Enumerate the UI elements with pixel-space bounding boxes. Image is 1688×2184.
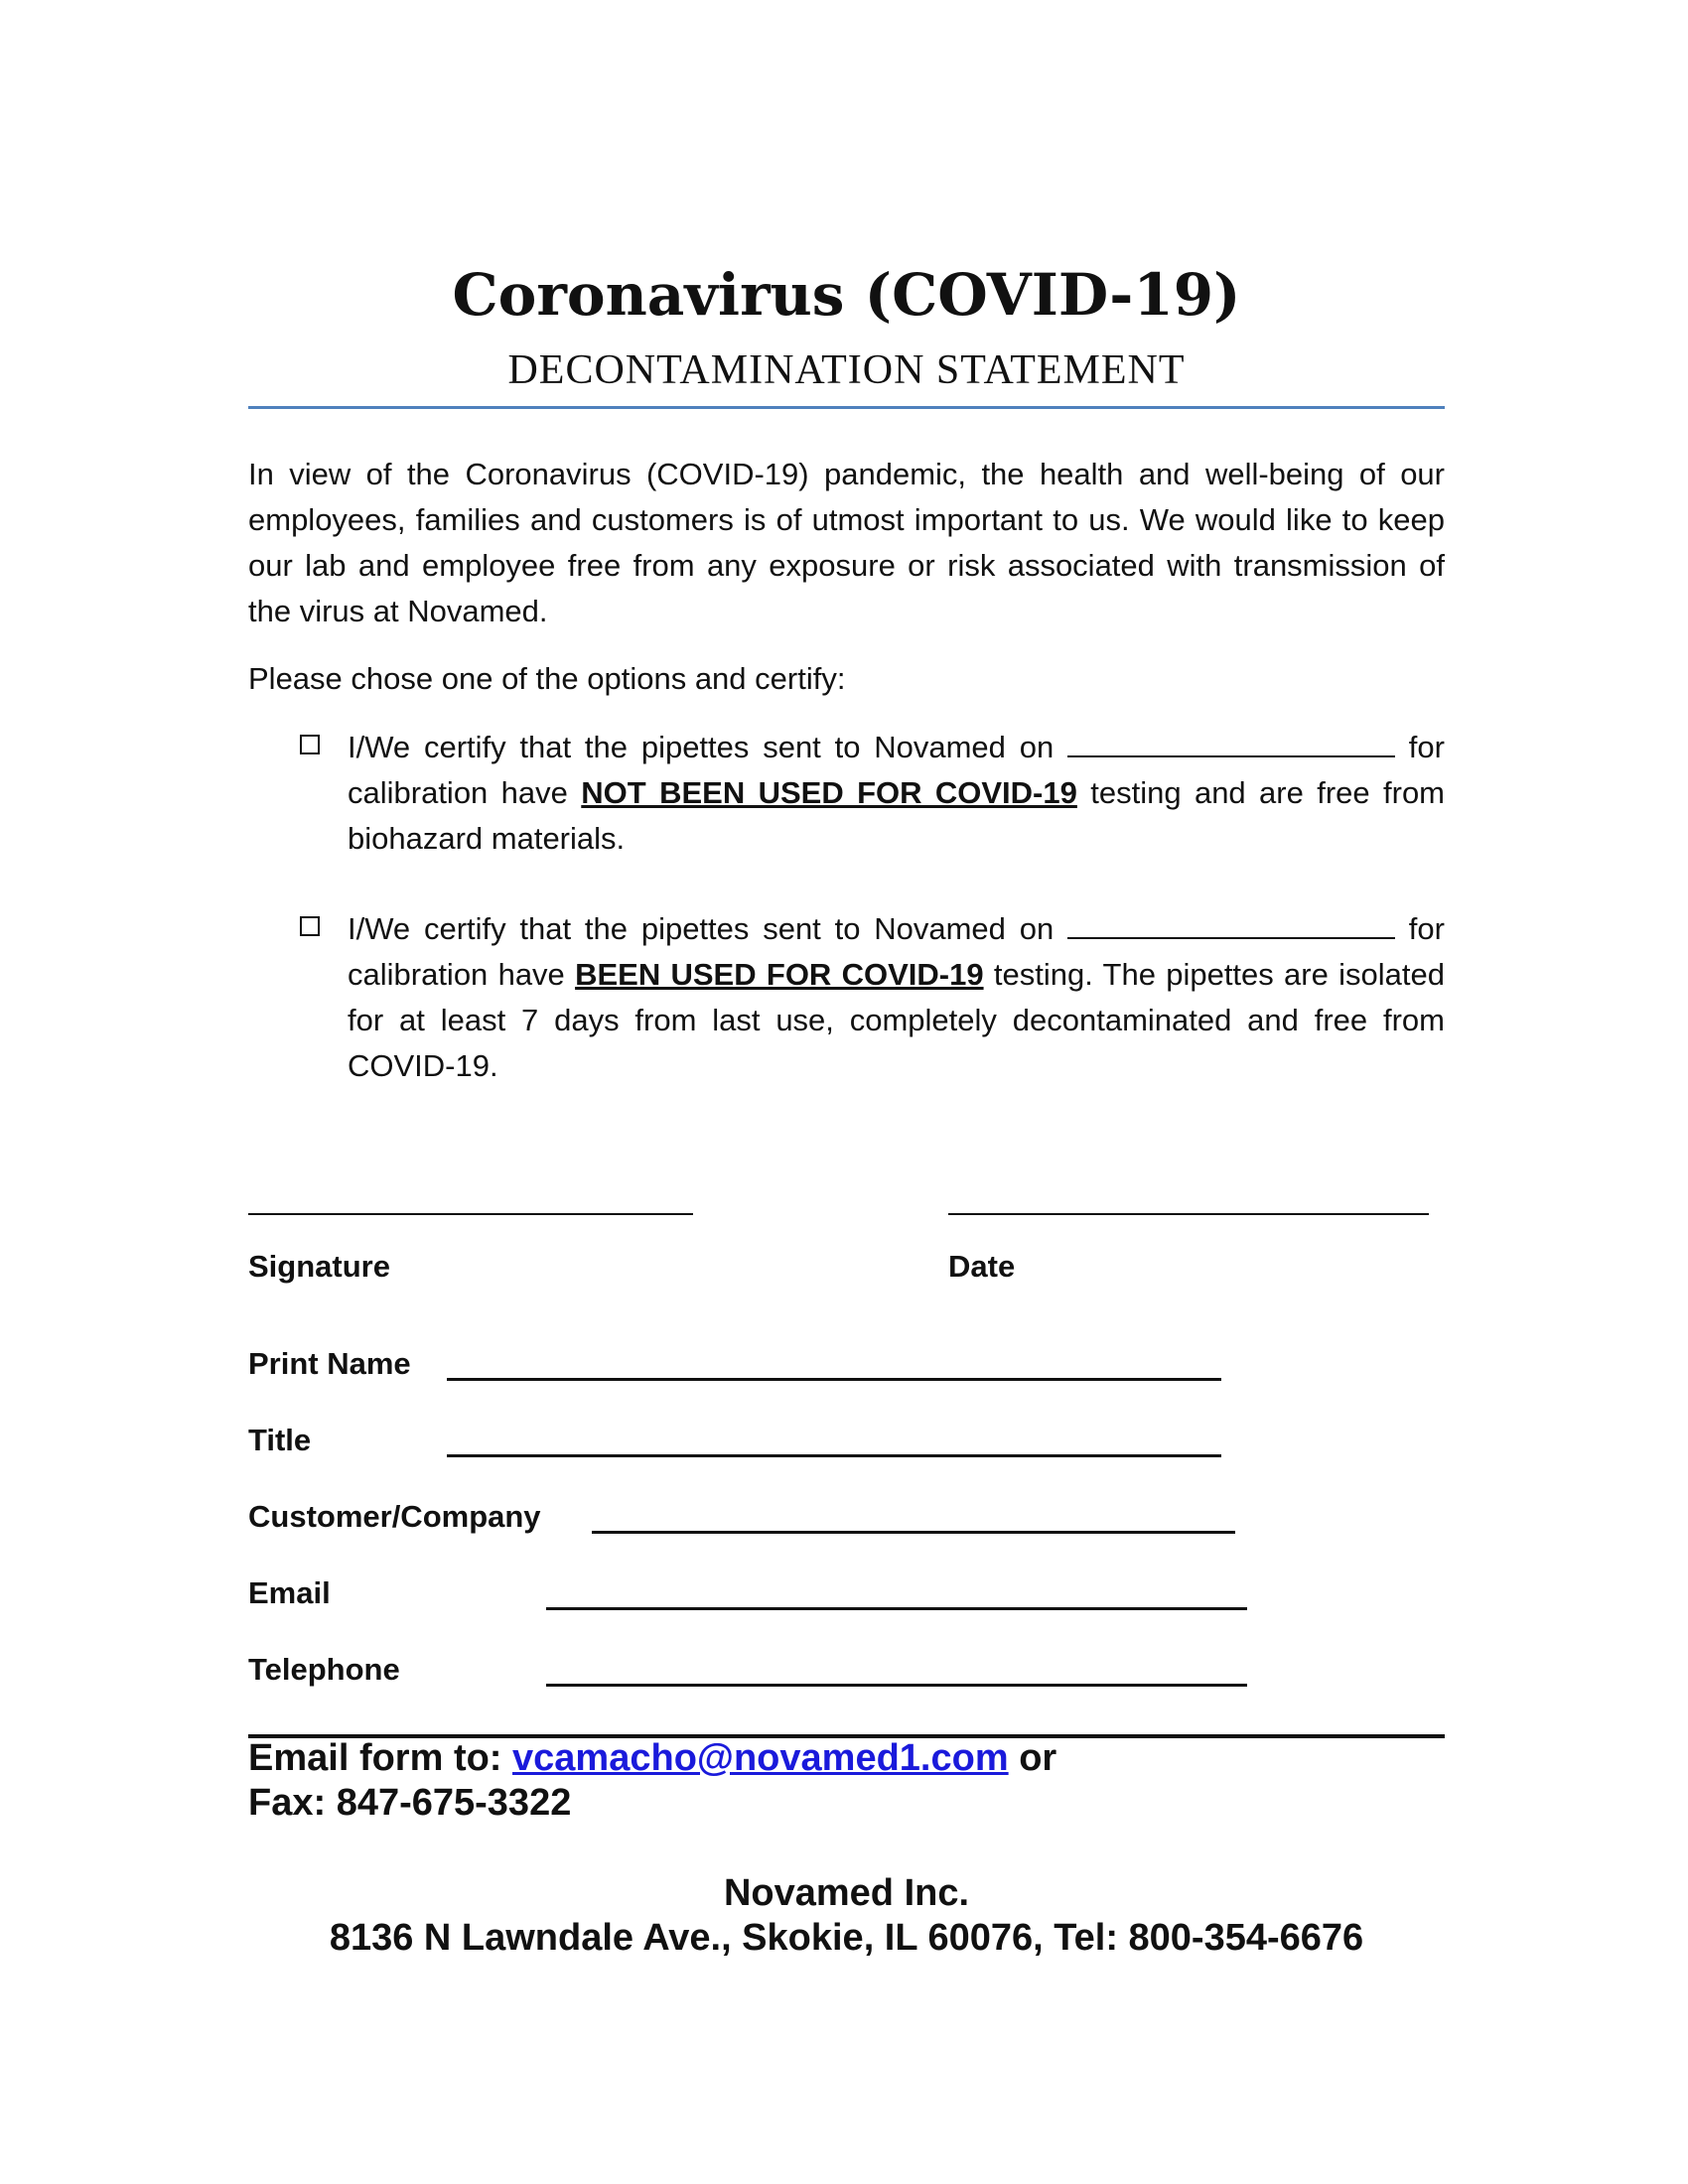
telephone-row	[248, 1654, 1445, 1694]
title-row	[248, 1425, 1445, 1464]
document-page	[248, 0, 1445, 2184]
option-lead: I/We certify that the pipettes sent to Novamed on	[348, 730, 1055, 764]
title-divider	[248, 406, 1445, 409]
telephone-field[interactable]	[546, 1684, 1247, 1687]
signature-line[interactable]	[248, 1213, 693, 1215]
option-mid: for calibration have	[348, 911, 1445, 992]
email-suffix: or	[1019, 1737, 1057, 1779]
date-line[interactable]	[948, 1213, 1429, 1215]
signature-label: Signature	[248, 1249, 390, 1284]
print-name-field[interactable]	[447, 1378, 1221, 1381]
option-emphasis: NOT BEEN USED FOR COVID-19	[581, 775, 1077, 810]
option-mid: for calibration have	[348, 730, 1445, 810]
email-instruction	[248, 1739, 1056, 1777]
email-label: Email	[248, 1575, 331, 1610]
option-text	[348, 905, 1445, 1089]
email-prefix: Email form to:	[248, 1737, 502, 1779]
option-tail: testing. The pipettes are isolated for at least 7 days from last use, completely decontaminated and free from COVID-19.	[348, 957, 1445, 1083]
checkbox-icon[interactable]	[300, 916, 320, 936]
fax-number: Fax: 847-675-3322	[248, 1782, 572, 1824]
email-row	[248, 1577, 1445, 1617]
title-label: Title	[248, 1423, 312, 1457]
title-field[interactable]	[447, 1454, 1221, 1457]
email-link[interactable]: vcamacho@novamed1.com	[512, 1737, 1009, 1779]
company-name: Novamed Inc.	[723, 1872, 970, 1914]
date-label: Date	[948, 1249, 1016, 1284]
option-emphasis: BEEN USED FOR COVID-19	[575, 957, 984, 992]
company-row	[248, 1501, 1445, 1541]
document-subtitle: DECONTAMINATION STATEMENT	[507, 347, 1186, 393]
instruction-text: Please chose one of the options and certify:	[248, 661, 846, 696]
document-title: Coronavirus (COVID-19)	[452, 261, 1241, 329]
date-sent-blank[interactable]	[1067, 724, 1395, 757]
option-text	[348, 724, 1445, 862]
company-label: Customer/Company	[248, 1499, 541, 1534]
telephone-label: Telephone	[248, 1652, 400, 1687]
company-address: 8136 N Lawndale Ave., Skokie, IL 60076, Tel: 800-354-6676	[329, 1917, 1364, 1959]
print-name-label: Print Name	[248, 1346, 411, 1381]
print-name-row	[248, 1348, 1445, 1388]
email-field[interactable]	[546, 1607, 1247, 1610]
option-lead: I/We certify that the pipettes sent to Novamed on	[348, 911, 1055, 946]
date-sent-blank[interactable]	[1067, 905, 1395, 939]
option-tail: testing and are free from biohazard materials.	[348, 775, 1446, 856]
checkbox-icon[interactable]	[300, 735, 320, 754]
intro-paragraph: In view of the Coronavirus (COVID-19) pandemic, the health and well-being of our employees, families and customers is of utmost important to us. We would like to keep our lab and employee free from any exposure or risk associated with transmission of the virus at Novamed.	[248, 457, 1445, 628]
company-field[interactable]	[592, 1531, 1235, 1534]
